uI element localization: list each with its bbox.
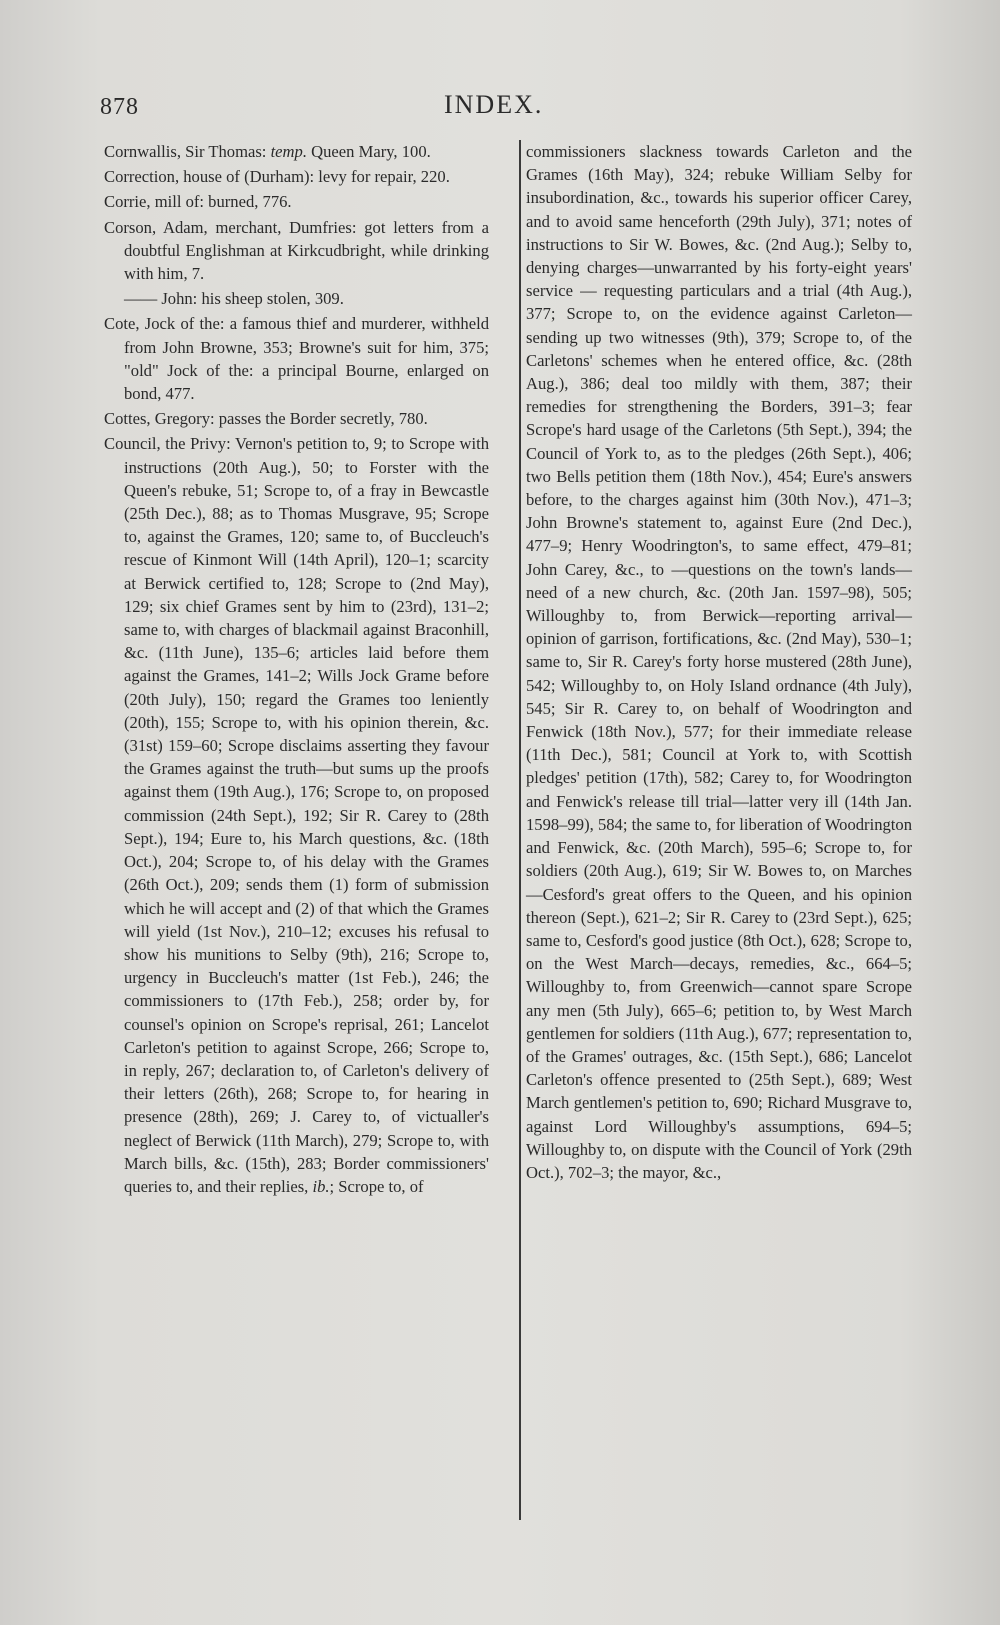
index-entry-cornwallis: Cornwallis, Sir Thomas: temp. Queen Mary, 100. <box>104 142 431 161</box>
index-entry-cottes: Cottes, Gregory: passes the Border secretly, 780. <box>104 409 428 429</box>
index-entry-corson-john: —— John: his sheep stolen, 309. <box>124 289 344 309</box>
index-entry-council-privy-continued: commissioners slackness towards Carleton and the Grames (16th May), 324; rebuke William Selby for insubordination, &c., towards his superior officer Carey, and to avoid same henceforth (29th July), 371; notes of instructions to Sir W. Bowes, &c. (2nd Aug.); Selby to, denying charges—unwarranted by his forty-eight years' service — requesting particulars and a trial (4th Aug.), 377; Scrope to, on the evidence against Carleton—sending up two witnesses (9th), 379; Scrope to, of the Carletons' schemes when he entered office, &c. (28th Aug.), 386; deal too mildly with them, 387; their remedies for strengthening the Borders, 391–3; fear Scrope's hard usage of the Carletons (5th Sept.), 394; the Council of York to, as to the pledges (26th Sept.), 406; two Bells petition them (18th Nov.), 454; Eure's answers before, to the charges against him (30th Nov.), 471–3; John Browne's statement to, against Eure (2nd Dec.), 477–9; Henry Woodrington's, to same effect, 479–81; John Carey, &c., to —questions on the town's lands—need of a new church, &c. (20th Jan. 1597–98), 505; Willoughby to, from Berwick—reporting arrival—opinion of garrison, fortifications, &c. (2nd May), 530–1; same to, Sir R. Carey's forty horse mustered (28th June), 542; Willoughby to, on Holy Island ordnance (4th July), 545; Sir R. Carey to, on behalf of Woodrington and Fenwick (18th Nov.), 577; for their immediate release (11th Dec.), 581; Council at York to, with Scottish pledges' petition (17th), 582; Carey to, for Woodrington and Fenwick's release till trial—latter very ill (14th Jan. 1598–99), 584; the same to, for liberation of Woodrington and Fenwick, &c. (20th March), 595–6; Scrope to, for soldiers (20th Aug.), 619; Sir W. Bowes to, on Marches —Cesford's great offers to the Queen, and his opinion thereon (Sept.), 621–2; Sir R. Carey to (23rd Sept.), 625; same to, Cesford's good justice (8th Oct.), 628; Scrope to, on the West March—decays, remedies, &c., 664–5; Willoughby to, from Greenwich—cannot spare Scrope any men (5th July), 665–6; petition to, by West March gentlemen for soldiers (11th Aug.), 677; representation to, of the Grames' outrages, &c. (15th Sept.), 686; Lancelot Carleton's offence presented to (25th Sept.), 689; West March gentlemen's petition to, 690; Richard Musgrave to, against Lord Willoughby's assumptions, 694–5; Willoughby to, on dispute with the Council of York (29th Oct.), 702–3; the mayor, &c., <box>526 142 912 1182</box>
index-entry-cote-jock: Cote, Jock of the: a famous thief and murderer, withheld from John Browne, 353; Browne's suit for him, 375; "old" Jock of the: a principal Bourne, enlarged on bond, 477. <box>104 314 489 404</box>
left-column <box>104 140 489 1200</box>
page-title: INDEX. <box>444 90 544 119</box>
column-divider <box>519 140 521 1520</box>
page-number: 878 <box>100 94 139 120</box>
index-entry-correction: Correction, house of (Durham): levy for repair, 220. <box>104 167 450 187</box>
index-entry-corson-adam: Corson, Adam, merchant, Dumfries: got letters from a doubtful Englishman at Kirkcudbright, while drinking with him, 7. <box>104 217 489 284</box>
index-entry-corrie: Corrie, mill of: burned, 776. <box>104 192 292 212</box>
index-entry-council-privy: Council, the Privy: Vernon's petition to, 9; to Scrope with instructions (20th Aug.), 50; to Forster with the Queen's rebuke, 51; Scrope to, of a fray in Bewcastle (25th Dec.), 88; as to Thomas Musgrave, 95; Scrope to, against the Grames, 120; same to, of Buccleuch's rescue of Kinmont Will (14th April), 120–1; scarcity at Berwick certified to, 128; Scrope to (2nd May), 129; six chief Grames sent by him to (23rd), 131–2; same to, with charges of blackmail against Braconhill, &c. (11th June), 135–6; articles laid before them against the Grames, 141–2; Wills Jock Grame before (20th July), 150; regard the Grames too leniently (20th), 155; Scrope to, with his opinion therein, &c. (31st) 159–60; Scrope disclaims asserting they favour the Grames against the truth—but sums up the proofs against them (19th Aug.), 176; Scrope to, on proposed commission (24th Sept.), 192; Sir R. Carey to (28th Sept.), 194; Eure to, his March questions, &c. (18th Oct.), 204; Scrope to, of his delay with the Grames (26th Oct.), 209; sends them (1) form of submission which he will accept and (2) of that which the Grames will yield (1st Nov.), 210–12; excuses his refusal to show his munitions to Selby (9th), 216; Scrope to, urgency in Buccleuch's matter (1st Feb.), 246; the commissioners to (17th Feb.), 258; order by, for counsel's opinion on Scrope's reprisal, 261; Lancelot Carleton's petition to against Scrope, 266; Scrope to, in reply, 267; declaration to, of Carleton's delivery of their letters (26th), 268; Scrope to, for hearing in presence (28th), 269; J. Carey to, of victualler's neglect of Berwick (11th March), 279; Scrope to, with March bills, &c. (15th), 283; Border commissioners' queries to, and their replies, ib.; Scrope to, of <box>104 434 489 1196</box>
right-column <box>526 140 912 1184</box>
page-header <box>0 90 1000 130</box>
